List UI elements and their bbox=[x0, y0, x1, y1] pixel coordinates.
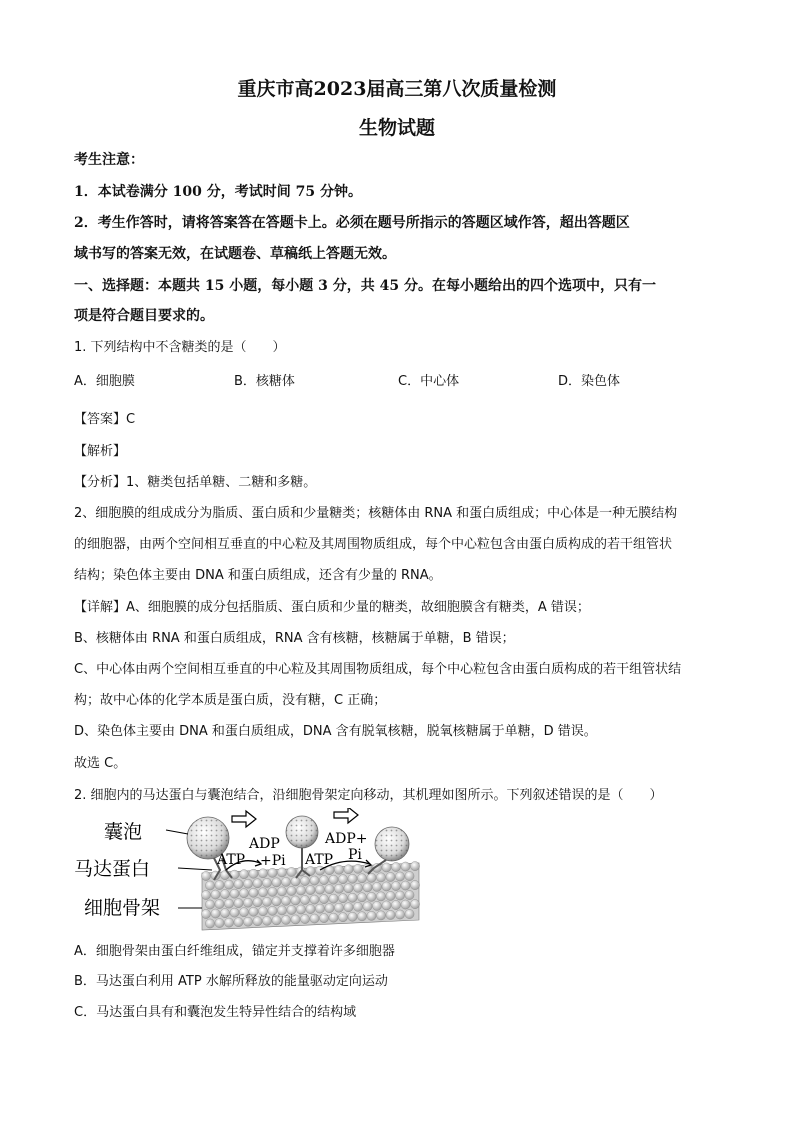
filament-bead bbox=[215, 918, 224, 927]
filament-bead bbox=[325, 904, 334, 913]
motor-pointer bbox=[178, 868, 212, 870]
filament-bead bbox=[310, 914, 319, 923]
filament-bead bbox=[258, 888, 267, 897]
filament-bead bbox=[376, 892, 385, 901]
q1-conclusion: 故选 C。 bbox=[74, 756, 127, 771]
filament-bead bbox=[291, 877, 300, 886]
q2-option-c: C．马达蛋白具有和囊泡发生特异性结合的结构域 bbox=[74, 1005, 357, 1020]
q1-option-d: D．染色体 bbox=[558, 374, 621, 389]
filament-bead bbox=[348, 874, 357, 883]
filament-bead bbox=[300, 914, 309, 923]
label-atp-2: ATP bbox=[305, 852, 334, 868]
filament-bead bbox=[382, 863, 391, 872]
page-title: 重庆市高2023届高三第八次质量检测 bbox=[237, 78, 557, 100]
filament-bead bbox=[253, 879, 262, 888]
filament-bead bbox=[268, 906, 277, 915]
vesicle-pointer bbox=[166, 830, 188, 834]
q1-para2-line-2: 的细胞器，由两个空间相互垂直的中心粒及其周围物质组成，每个中心粒包含由蛋白质构成的若干组管状 bbox=[74, 537, 673, 552]
filament-bead bbox=[338, 913, 347, 922]
filament-bead bbox=[372, 882, 381, 891]
filament-bead bbox=[239, 889, 248, 898]
filament-bead bbox=[344, 903, 353, 912]
filament-bead bbox=[348, 912, 357, 921]
q1-fenxi: 【分析】1、糖类包括单糖、二糖和多糖。 bbox=[74, 475, 317, 490]
filament-bead bbox=[272, 878, 281, 887]
filament-bead bbox=[372, 901, 381, 910]
notice-item-2-line-1: 2．考生作答时，请将答案答在答题卡上。必须在题号所指示的答题区域作答，超出答题区 bbox=[74, 215, 630, 231]
filament-bead bbox=[395, 891, 404, 900]
q1-option-b: B．核糖体 bbox=[234, 374, 295, 389]
filament-bead bbox=[391, 862, 400, 871]
filament-bead bbox=[287, 886, 296, 895]
direction-arrow-1 bbox=[232, 811, 256, 827]
motor-protein-figure bbox=[74, 808, 424, 933]
q1-option-a: A．细胞膜 bbox=[74, 374, 135, 389]
filament-bead bbox=[334, 884, 343, 893]
filament-bead bbox=[382, 901, 391, 910]
filament-bead bbox=[277, 887, 286, 896]
filament-bead bbox=[224, 880, 233, 889]
filament-bead bbox=[243, 917, 252, 926]
filament-bead bbox=[300, 876, 309, 885]
filament-bead bbox=[405, 871, 414, 880]
filament-bead bbox=[224, 918, 233, 927]
label-pi-2: Pi bbox=[348, 847, 362, 863]
filament-bead bbox=[205, 900, 214, 909]
filament-bead bbox=[239, 908, 248, 917]
filament-bead bbox=[367, 911, 376, 920]
filament-bead bbox=[382, 882, 391, 891]
filament-bead bbox=[395, 910, 404, 919]
filament-bead bbox=[224, 899, 233, 908]
filament-bead bbox=[338, 875, 347, 884]
filament-bead bbox=[405, 890, 414, 899]
filament-bead bbox=[401, 881, 410, 890]
label-pi-1: +Pi bbox=[260, 853, 286, 869]
filament-bead bbox=[262, 878, 271, 887]
filament-bead bbox=[291, 915, 300, 924]
label-atp-1: ATP bbox=[217, 852, 246, 868]
filament-bead bbox=[296, 886, 305, 895]
filament-bead bbox=[249, 869, 258, 878]
filament-bead bbox=[306, 904, 315, 913]
filament-bead bbox=[319, 876, 328, 885]
filament-bead bbox=[201, 890, 210, 899]
notice-item-1: 1．本试卷满分 100 分，考试时间 75 分钟。 bbox=[74, 184, 362, 200]
vesicle-2 bbox=[286, 816, 318, 848]
filament-bead bbox=[220, 909, 229, 918]
filament-bead bbox=[243, 898, 252, 907]
filament-bead bbox=[234, 899, 243, 908]
filament-bead bbox=[277, 868, 286, 877]
filament-bead bbox=[258, 907, 267, 916]
filament-bead bbox=[249, 907, 258, 916]
filament-bead bbox=[391, 900, 400, 909]
q1-detail-d: D、染色体主要由 DNA 和蛋白质组成，DNA 含有脱氧核糖，脱氧核糖属于单糖，D 错误。 bbox=[74, 724, 597, 739]
filament-bead bbox=[253, 917, 262, 926]
filament-bead bbox=[310, 876, 319, 885]
notice-heading: 考生注意： bbox=[74, 152, 144, 168]
label-vesicle: 囊泡 bbox=[104, 821, 143, 843]
filament-bead bbox=[215, 899, 224, 908]
q1-detail-a: 【详解】A、细胞膜的成分包括脂质、蛋白质和少量的糖类，故细胞膜含有糖类，A 错误； bbox=[74, 600, 590, 615]
filament-bead bbox=[234, 918, 243, 927]
filament-bead bbox=[300, 895, 309, 904]
filament-bead bbox=[268, 868, 277, 877]
filament-bead bbox=[410, 900, 419, 909]
filament-bead bbox=[357, 893, 366, 902]
filament-bead bbox=[344, 884, 353, 893]
filament-bead bbox=[401, 900, 410, 909]
label-adp-1: ADP bbox=[249, 836, 280, 852]
section-heading-line-2: 项是符合题目要求的。 bbox=[74, 308, 214, 324]
label-motor-protein: 马达蛋白 bbox=[74, 858, 151, 880]
filament-bead bbox=[410, 881, 419, 890]
filament-bead bbox=[357, 874, 366, 883]
filament-bead bbox=[291, 896, 300, 905]
filament-bead bbox=[391, 881, 400, 890]
filament-bead bbox=[201, 871, 210, 880]
q1-answer: 【答案】C bbox=[74, 412, 136, 427]
filament-bead bbox=[353, 902, 362, 911]
filament-bead bbox=[357, 912, 366, 921]
q1-para2-line-3: 结构；染色体主要由 DNA 和蛋白质组成，还含有少量的 RNA。 bbox=[74, 568, 442, 583]
filament-bead bbox=[277, 906, 286, 915]
filament-bead bbox=[220, 890, 229, 899]
direction-arrow-2 bbox=[334, 808, 358, 823]
filament-bead bbox=[211, 909, 220, 918]
filament-bead bbox=[353, 864, 362, 873]
filament-bead bbox=[348, 893, 357, 902]
filament-bead bbox=[262, 897, 271, 906]
q1-detail-c-line-1: C、中心体由两个空间相互垂直的中心粒及其周围物质组成，每个中心粒包含由蛋白质构成的若干组管状结 bbox=[74, 662, 682, 677]
filament-bead bbox=[315, 885, 324, 894]
vesicle-3 bbox=[375, 827, 409, 861]
filament-bead bbox=[268, 887, 277, 896]
filament-bead bbox=[386, 872, 395, 881]
filament-bead bbox=[325, 885, 334, 894]
filament-bead bbox=[363, 902, 372, 911]
page-subtitle: 生物试题 bbox=[358, 117, 435, 139]
filament-bead bbox=[306, 885, 315, 894]
q1-analysis-heading: 【解析】 bbox=[74, 444, 127, 459]
filament-bead bbox=[296, 905, 305, 914]
filament-bead bbox=[315, 904, 324, 913]
filament-bead bbox=[230, 889, 239, 898]
filament-bead bbox=[272, 916, 281, 925]
filament-bead bbox=[401, 862, 410, 871]
filament-bead bbox=[230, 908, 239, 917]
section-heading-line-1: 一、选择题：本题共 15 小题，每小题 3 分，共 45 分。在每小题给出的四个选项中，只有一 bbox=[74, 278, 656, 294]
filament-bead bbox=[234, 880, 243, 889]
filament-bead bbox=[334, 865, 343, 874]
filament-bead bbox=[249, 888, 258, 897]
label-cytoskeleton: 细胞骨架 bbox=[84, 897, 161, 919]
filament-bead bbox=[376, 873, 385, 882]
filament-bead bbox=[363, 883, 372, 892]
q1-detail-c-line-2: 构；故中心体的化学本质是蛋白质，没有糖，C 正确； bbox=[74, 693, 387, 708]
q2-option-a: A．细胞骨架由蛋白纤维组成，锚定并支撑着许多细胞器 bbox=[74, 944, 395, 959]
filament-bead bbox=[329, 913, 338, 922]
filament-bead bbox=[239, 870, 248, 879]
filament-bead bbox=[395, 872, 404, 881]
q1-stem: 1. 下列结构中不含糖类的是（ ） bbox=[74, 340, 286, 355]
filament-bead bbox=[329, 894, 338, 903]
filament-bead bbox=[281, 915, 290, 924]
filament-bead bbox=[319, 895, 328, 904]
filament-bead bbox=[329, 875, 338, 884]
filament-bead bbox=[334, 903, 343, 912]
filament-bead bbox=[281, 896, 290, 905]
filament-bead bbox=[353, 883, 362, 892]
filament-bead bbox=[205, 919, 214, 928]
filament-bead bbox=[310, 895, 319, 904]
q2-option-b: B．马达蛋白利用 ATP 水解所释放的能量驱动定向运动 bbox=[74, 974, 388, 989]
filament-bead bbox=[287, 867, 296, 876]
filament-bead bbox=[287, 905, 296, 914]
filament-bead bbox=[272, 897, 281, 906]
filament-bead bbox=[243, 879, 252, 888]
filament-bead bbox=[367, 892, 376, 901]
filament-bead bbox=[386, 891, 395, 900]
q1-detail-b: B、核糖体由 RNA 和蛋白质组成，RNA 含有核糖，核糖属于单糖，B 错误； bbox=[74, 631, 515, 646]
filament-bead bbox=[253, 898, 262, 907]
filament-bead bbox=[376, 911, 385, 920]
filament-bead bbox=[410, 862, 419, 871]
filament-bead bbox=[281, 877, 290, 886]
filament-bead bbox=[215, 880, 224, 889]
q1-para2-line-1: 2、细胞膜的组成成分为脂质、蛋白质和少量糖类；核糖体由 RNA 和蛋白质组成；中心体是一种无膜结构 bbox=[74, 506, 678, 521]
filament-bead bbox=[258, 869, 267, 878]
filament-bead bbox=[338, 894, 347, 903]
filament-bead bbox=[344, 865, 353, 874]
q1-option-c: C．中心体 bbox=[398, 374, 460, 389]
filament-bead bbox=[319, 914, 328, 923]
filament-bead bbox=[211, 890, 220, 899]
label-adp-2: ADP+ bbox=[325, 831, 368, 847]
filament-bead bbox=[205, 881, 214, 890]
cytoskeleton-filament bbox=[201, 862, 419, 931]
filament-bead bbox=[367, 873, 376, 882]
filament-bead bbox=[201, 909, 210, 918]
filament-bead bbox=[262, 916, 271, 925]
filament-bead bbox=[405, 909, 414, 918]
notice-item-2-line-2: 域书写的答案无效，在试题卷、草稿纸上答题无效。 bbox=[74, 246, 396, 262]
q2-stem: 2. 细胞内的马达蛋白与囊泡结合，沿细胞骨架定向移动，其机理如图所示。下列叙述错误的是（ ） bbox=[74, 788, 663, 803]
filament-bead bbox=[386, 910, 395, 919]
